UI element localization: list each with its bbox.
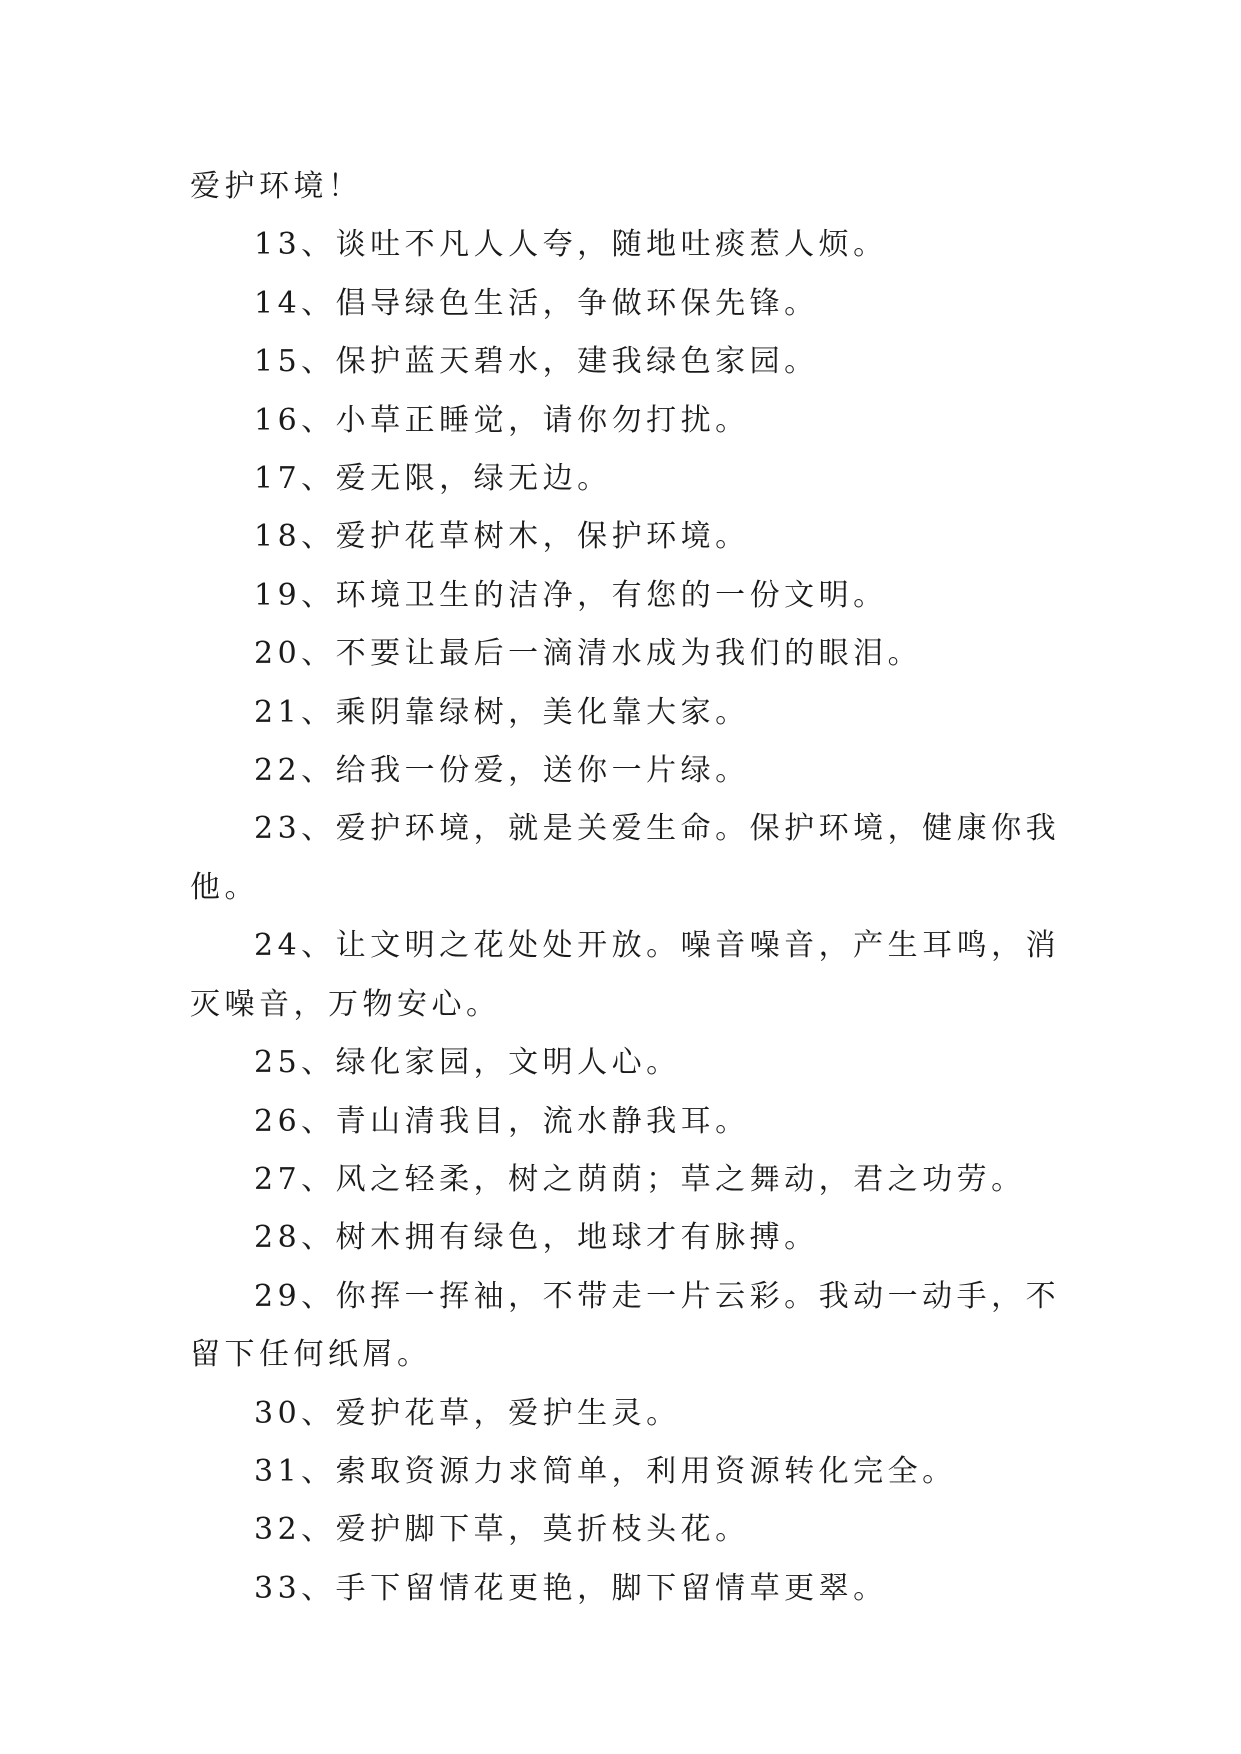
slogan-item: 23、爱护环境，就是关爱生命。保护环境，健康你我他。 (190, 811, 1061, 905)
slogan-item: 24、让文明之花处处开放。噪音噪音，产生耳鸣，消灭噪音，万物安心。 (190, 928, 1061, 1022)
slogan-item: 21、乘阴靠绿树，美化靠大家。 (254, 694, 750, 730)
slogan-item: 32、爱护脚下草，莫折枝头花。 (254, 1512, 750, 1548)
slogan-item: 29、你挥一挥袖，不带走一片云彩。我动一动手，不留下任何纸屑。 (190, 1278, 1061, 1373)
slogan-item: 19、环境卫生的洁净，有您的一份文明。 (254, 577, 888, 613)
slogan-item: 22、给我一份爱，送你一片绿。 (254, 753, 750, 789)
slogan-item: 26、青山清我目，流水静我耳。 (254, 1103, 750, 1139)
slogan-item: 31、索取资源力求简单，利用资源转化完全。 (254, 1453, 957, 1489)
slogan-item: 20、不要让最后一滴清水成为我们的眼泪。 (254, 636, 923, 672)
slogan-item: 17、爱无限，绿无边。 (254, 461, 612, 497)
slogan-item: 13、谈吐不凡人人夸，随地吐痰惹人烦。 (254, 227, 888, 263)
slogan-item: 30、爱护花草，爱护生灵。 (254, 1395, 681, 1431)
slogan-item: 27、风之轻柔，树之荫荫；草之舞动，君之功劳。 (254, 1161, 1026, 1197)
body-text (190, 158, 1070, 1618)
slogan-item: 14、倡导绿色生活，争做环保先锋。 (254, 285, 819, 321)
slogan-item: 16、小草正睡觉，请你勿打扰。 (254, 402, 750, 438)
slogan-item: 28、树木拥有绿色，地球才有脉搏。 (254, 1220, 819, 1256)
slogan-item: 15、保护蓝天碧水，建我绿色家园。 (254, 344, 819, 380)
slogan-item: 25、绿化家园，文明人心。 (254, 1045, 681, 1081)
paragraph-continuation: 爱护环境！ (190, 169, 363, 204)
slogan-item: 33、手下留情花更艳，脚下留情草更翠。 (254, 1570, 888, 1606)
slogan-item: 18、爱护花草树木，保护环境。 (254, 519, 750, 555)
